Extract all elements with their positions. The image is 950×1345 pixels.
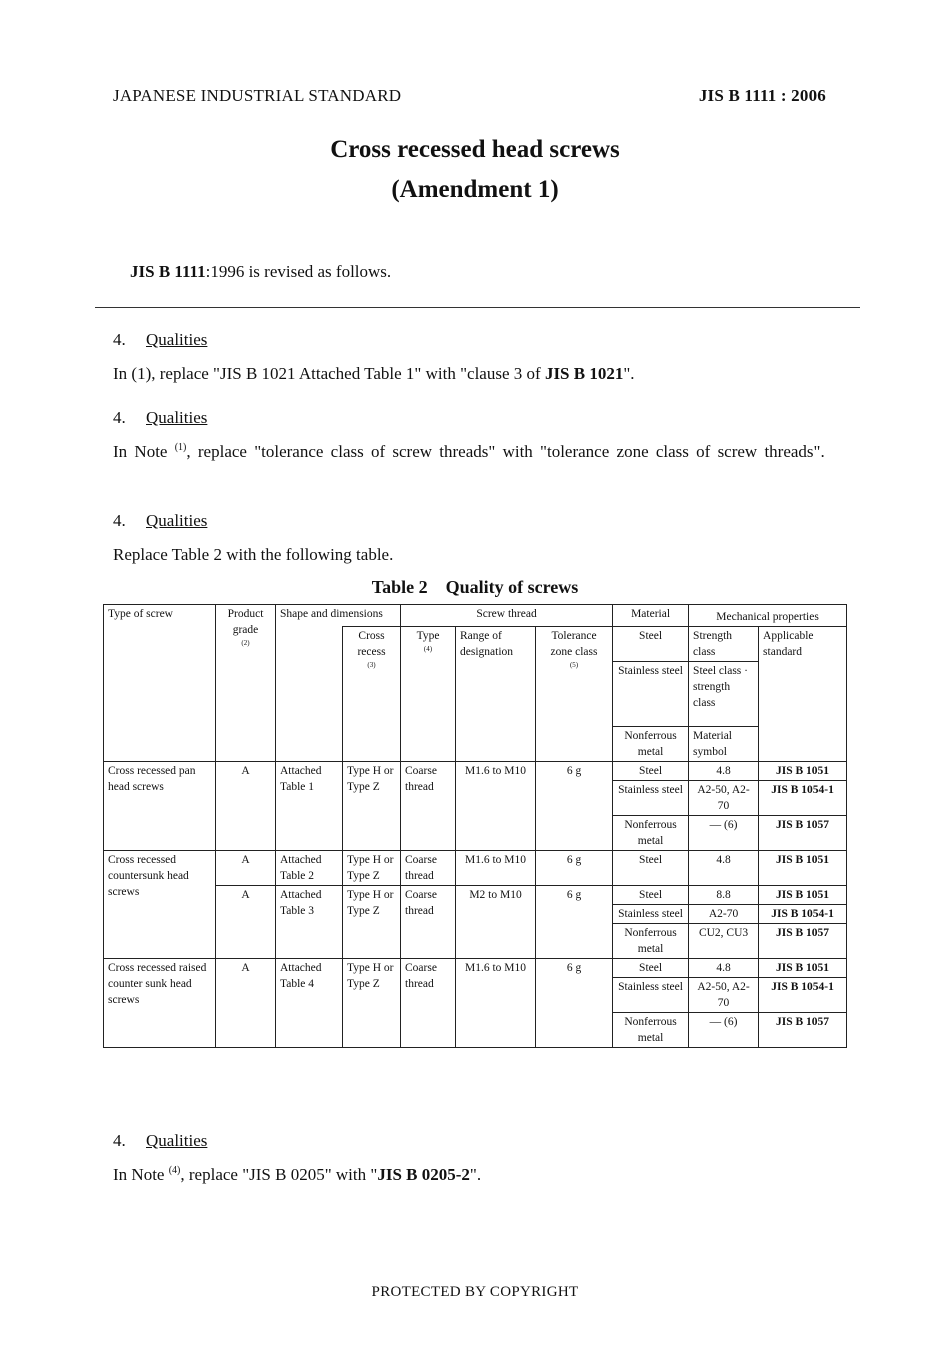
header-cell: Material [613, 605, 689, 627]
cell-tolerance: 6 g [536, 959, 613, 1048]
cell-tolerance: 6 g [536, 851, 613, 886]
cell-recess: Type H or Type Z [343, 886, 401, 959]
cell-grade: A [216, 851, 276, 886]
cell-property: 4.8 [689, 851, 759, 886]
cell-grade: A [216, 886, 276, 959]
header-cell [216, 605, 276, 762]
header-cell: Mechanical properties [689, 605, 847, 627]
cell-standard: JIS B 1054-1 [759, 905, 847, 924]
cell-standard: JIS B 1051 [759, 762, 847, 781]
note-ref: (3) [367, 661, 376, 669]
header-cell: Steel class · strength class [689, 662, 759, 727]
section-text-1 [113, 362, 838, 386]
header-text: Product grade [227, 608, 264, 636]
note-ref: (4) [423, 645, 433, 653]
cell-standard: JIS B 1057 [759, 816, 847, 851]
cell-property: CU2, CU3 [689, 924, 759, 959]
quality-table [103, 604, 847, 1048]
section-number: 4. [113, 408, 126, 427]
cell-property: 4.8 [689, 959, 759, 978]
cell-property: A2-50, A2-70 [689, 978, 759, 1013]
table-caption-text: Quality of screws [445, 577, 579, 597]
table-caption-number: Table 2 [371, 577, 428, 597]
cell-property: 8.8 [689, 886, 759, 905]
header-cell: Shape and dimensions [276, 605, 401, 627]
intro-text: :1996 is revised as follows. [205, 262, 392, 281]
document-title: Cross recessed head screws [330, 136, 620, 163]
cell-shape: Attached Table 2 [276, 851, 343, 886]
cell-property: 4.8 [689, 762, 759, 781]
text-run: In Note [113, 1165, 169, 1184]
cell-recess: Type H or Type Z [343, 851, 401, 886]
table-row [104, 762, 847, 781]
header-cell: Steel [613, 627, 689, 662]
header-cell [536, 627, 613, 762]
cell-range: M1.6 to M10 [456, 959, 536, 1048]
cell-standard: JIS B 1057 [759, 924, 847, 959]
header-cell: Stainless steel [613, 662, 689, 727]
text-run: In (1), replace "JIS B 1021 Attached Table 1" with "clause 3 of [113, 364, 545, 383]
cell-standard: JIS B 1054-1 [759, 978, 847, 1013]
section-label: Qualities [146, 408, 208, 427]
intro-statement [130, 262, 391, 282]
header-cell-empty [276, 627, 343, 762]
cell-property: A2-70 [689, 905, 759, 924]
table-row [104, 959, 847, 978]
cell-recess: Type H or Type Z [343, 762, 401, 851]
footer-copyright: PROTECTED BY COPYRIGHT [371, 1284, 579, 1300]
table-row [104, 886, 847, 905]
cell-material: Steel [613, 762, 689, 781]
header-cell: Applicable standard [759, 627, 847, 762]
cell-material: Steel [613, 886, 689, 905]
section-heading-3 [113, 511, 207, 531]
header-cell: Strength class [689, 627, 759, 662]
section-heading-2 [113, 408, 207, 428]
cell-type-of-screw: Cross recessed raised counter sunk head screws [104, 959, 216, 1048]
section-text-2 [113, 440, 838, 464]
cell-material: Stainless steel [613, 781, 689, 816]
cell-property: — (6) [689, 816, 759, 851]
table-header-row [104, 605, 847, 627]
text-run: In Note [113, 442, 175, 461]
header-cell [343, 627, 401, 762]
intro-code: JIS B 1111 [130, 262, 206, 281]
header-cell: Material symbol [689, 727, 759, 762]
cell-standard: JIS B 1051 [759, 886, 847, 905]
section-heading-4 [113, 1131, 207, 1151]
cell-tolerance: 6 g [536, 886, 613, 959]
cell-material: Nonferrous metal [613, 924, 689, 959]
cell-grade: A [216, 762, 276, 851]
cell-grade: A [216, 959, 276, 1048]
cell-thread-type: Coarse thread [401, 959, 456, 1048]
section-label: Qualities [146, 330, 208, 349]
section-label: Qualities [146, 511, 208, 530]
section-label: Qualities [146, 1131, 208, 1150]
section-text-3: Replace Table 2 with the following table. [113, 545, 394, 564]
cell-standard: JIS B 1054-1 [759, 781, 847, 816]
note-ref: (5) [569, 661, 579, 669]
text-run: ". [469, 1165, 482, 1184]
cell-thread-type: Coarse thread [401, 762, 456, 851]
divider [95, 307, 860, 308]
cell-type-of-screw: Cross recessed pan head screws [104, 762, 216, 851]
section-number: 4. [113, 1131, 126, 1150]
cell-shape: Attached Table 3 [276, 886, 343, 959]
cell-standard: JIS B 1057 [759, 1013, 847, 1048]
section-heading-1 [113, 330, 207, 350]
text-run: , replace "JIS B 0205" with " [180, 1165, 378, 1184]
header-text: Tolerance zone class [550, 630, 598, 658]
cell-standard: JIS B 1051 [759, 959, 847, 978]
section-number: 4. [113, 330, 126, 349]
cell-material: Nonferrous metal [613, 816, 689, 851]
text-run: ". [623, 364, 635, 383]
cell-range: M1.6 to M10 [456, 762, 536, 851]
text-run-bold: JIS B 1021 [544, 364, 624, 383]
header-cell: Type of screw [104, 605, 216, 762]
note-ref: (4) [168, 1165, 181, 1176]
cell-type-of-screw: Cross recessed countersunk head screws [104, 851, 216, 959]
header-cell [401, 627, 456, 762]
cell-thread-type: Coarse thread [401, 886, 456, 959]
cell-recess: Type H or Type Z [343, 959, 401, 1048]
cell-range: M1.6 to M10 [456, 851, 536, 886]
cell-thread-type: Coarse thread [401, 851, 456, 886]
cell-shape: Attached Table 4 [276, 959, 343, 1048]
cell-property: A2-50, A2-70 [689, 781, 759, 816]
cell-material: Stainless steel [613, 978, 689, 1013]
note-ref: (2) [241, 639, 250, 647]
cell-property: — (6) [689, 1013, 759, 1048]
cell-standard: JIS B 1051 [759, 851, 847, 886]
table-row [104, 851, 847, 886]
cell-material: Steel [613, 959, 689, 978]
header-standard-name: JAPANESE INDUSTRIAL STANDARD [113, 86, 402, 105]
text-run-bold: JIS B 0205-2 [377, 1165, 470, 1184]
cell-material: Stainless steel [613, 905, 689, 924]
cell-material: Steel [613, 851, 689, 886]
cell-shape: Attached Table 1 [276, 762, 343, 851]
header-cell: Screw thread [401, 605, 613, 627]
header-text: Cross recess [357, 630, 386, 658]
section-number: 4. [113, 511, 126, 530]
cell-tolerance: 6 g [536, 762, 613, 851]
header-text: Type [416, 630, 440, 642]
cell-range: M2 to M10 [456, 886, 536, 959]
cell-material: Nonferrous metal [613, 1013, 689, 1048]
header-cell: Nonferrous metal [613, 727, 689, 762]
table-caption [0, 577, 950, 598]
text-run: , replace "tolerance class of screw threads" with "tolerance zone class of screw threads". [186, 442, 825, 461]
header-standard-code: JIS B 1111 : 2006 [698, 86, 826, 105]
section-text-4 [113, 1163, 838, 1187]
note-ref: (1) [174, 442, 187, 453]
document-subtitle: (Amendment 1) [391, 176, 559, 203]
header-cell: Range of designation [456, 627, 536, 762]
